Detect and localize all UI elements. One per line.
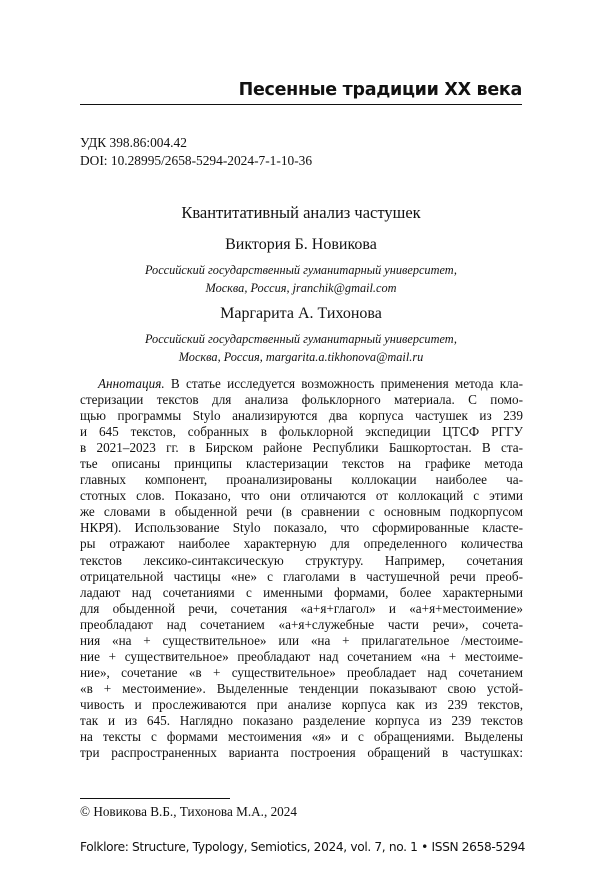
author-affiliation [120, 261, 482, 297]
journal-footer: Folklore: Structure, Typology, Semiotics, 2024, vol. 7, no. 1 • ISSN 2658-5294 [80, 840, 526, 854]
abstract-line: же словами в обыденной речи (в сравнении с основным подкорпусом [80, 504, 523, 520]
abstract-line: ние + существительное» преобладают над сочетанием «на + местоиме- [80, 648, 523, 664]
abstract-line: на тексты с формами местоимения «я» и с обращениями. Выделены [80, 729, 523, 745]
abstract-label: Аннотация. [98, 376, 165, 391]
abstract-line: ние», сочетание «в + существительное» преобладает над сочетанием [80, 664, 523, 680]
author-name: Маргарита А. Тихонова [220, 305, 382, 322]
abstract-line: для обыденной речи, сочетания «а+я+глагол» и «а+я+местоимение» [80, 600, 523, 616]
abstract-line: преобладают над сочетанием «а+я+служебные части речи», сочета- [80, 616, 523, 632]
abstract-line: чивость и прослеживаются при анализе корпуса как из 239 текстов, [80, 696, 523, 712]
abstract [80, 376, 523, 761]
doi-identifier[interactable]: DOI: 10.28995/2658-5294-2024-7-1-10-36 [80, 153, 313, 168]
abstract-line: ния «на + существительное» или «на + прилагательное /местоиме- [80, 632, 523, 648]
copyright-note: © Новикова В.Б., Тихонова М.А., 2024 [80, 804, 297, 819]
abstract-line: отрицательной частицы «не» с глаголами в частушечной речи преоб- [80, 568, 523, 584]
abstract-line: так и из 645. Наглядно показано разделение корпуса из 239 текстов [80, 712, 523, 728]
abstract-line: в 2021–2023 гг. в Бирском районе Республики Башкортостан. В ста- [80, 440, 523, 456]
affiliation-line: Российский государственный гуманитарный университет, [144, 332, 458, 346]
udk-code: УДК 398.86:004.42 [80, 135, 187, 150]
abstract-line: три распространенных варианта построения обращений в частушках: [80, 745, 523, 761]
abstract-line: стотных слов. Показано, что они отличаются от коллокаций с этими [80, 488, 523, 504]
abstract-line: Аннотация. В статье исследуется возможность применения метода кла- [98, 376, 523, 391]
abstract-line: главных компонент, проанализированы коллокации наиболее ча- [80, 472, 523, 488]
abstract-line: ры отражают наиболее характерную для определенного количества [80, 536, 523, 552]
abstract-line: НКРЯ). Использование Stylo показало, что сформированные класте- [80, 520, 523, 536]
abstract-line: стеризации текстов для анализа фольклорного материала. С помо- [80, 392, 523, 408]
abstract-line: ладают над сочетаниями с именными формами, более характерными [80, 584, 523, 600]
abstract-line: «в + местоимение». Выделенные тенденции показывают свою устой- [80, 680, 523, 696]
affiliation-line: Российский государственный гуманитарный университет, [144, 263, 458, 277]
abstract-line: и 645 текстов, собранных в фольклорной экспедиции ЦТСФ РГГУ [80, 424, 523, 440]
footnote-rule [80, 798, 230, 799]
article-title: Квантитативный анализ частушек [181, 203, 421, 222]
header-rule [80, 104, 522, 105]
author-affiliation [120, 330, 482, 366]
affiliation-line: Москва, Россия, margarita.a.tikhonova@mail.ru [178, 350, 424, 364]
abstract-line: щью программы Stylo анализируются два корпуса частушек из 239 [80, 408, 523, 424]
affiliation-line: Москва, Россия, jranchik@gmail.com [205, 281, 397, 295]
abstract-line: текстов лексико-синтаксическую структуру. Например, сочетания [80, 552, 523, 568]
section-title: Песенные традиции XX века [238, 80, 522, 100]
author-name: Виктория Б. Новикова [225, 236, 377, 253]
abstract-line: тье описаны принципы кластеризации текстов на графике метода [80, 456, 523, 472]
